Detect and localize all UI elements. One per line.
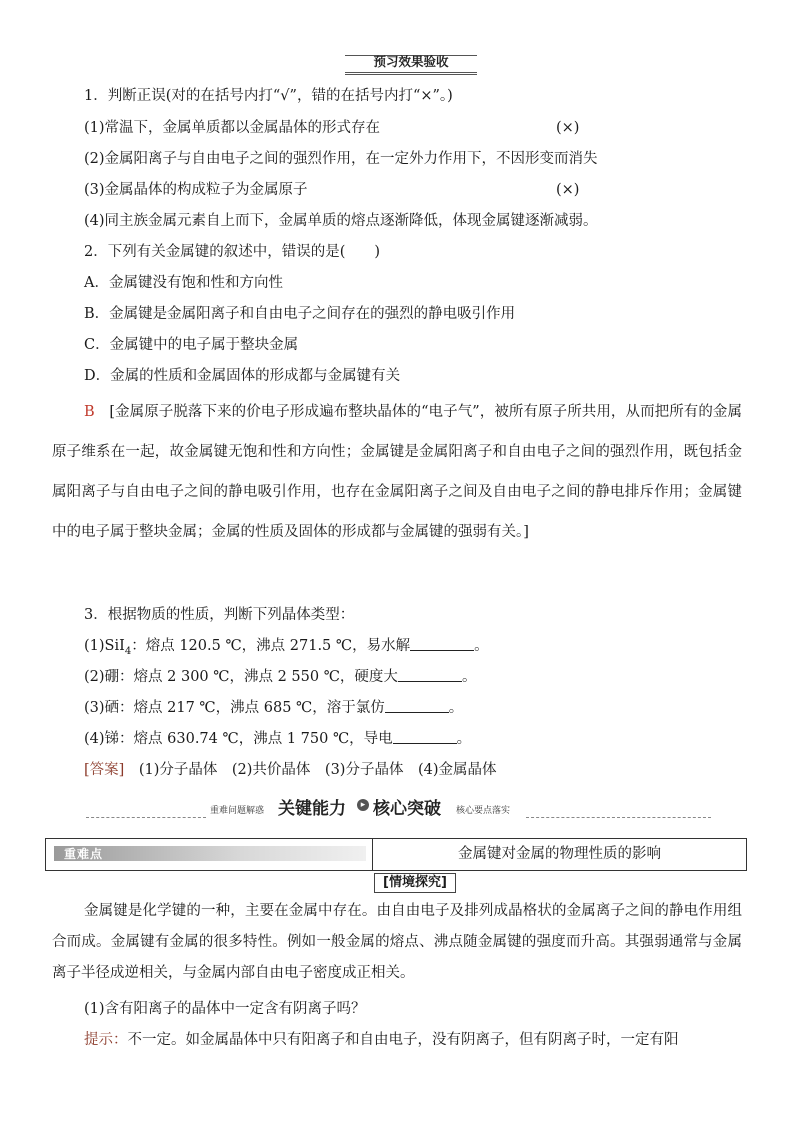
answer-blank (398, 667, 462, 682)
answer-blank (410, 636, 474, 651)
q3-item-1-post: ：熔点 120.5 ℃，沸点 271.5 ℃，易水解 (131, 638, 411, 654)
q3-item-1 (84, 636, 489, 662)
hint-line (84, 1030, 679, 1050)
key-point-tag-cell (46, 839, 373, 870)
q3-item-3-end: 。 (448, 700, 464, 716)
q3-item-2-pre: (2)硼：熔点 2 300 ℃，沸点 2 550 ℃，硬度大 (84, 669, 398, 685)
q3-answer (84, 760, 496, 780)
q2-option-d: D．金属的性质和金属固体的形成都与金属键有关 (84, 368, 401, 384)
scene-question: (1)含有阳离子的晶体中一定含有阴离子吗？ (84, 1001, 366, 1017)
q3-item-1-sub: 4 (124, 645, 132, 657)
key-point-table (45, 838, 747, 871)
q3-item-4 (84, 729, 471, 749)
q3-item-3-pre: (3)硒：熔点 217 ℃，沸点 685 ℃，溶于氯仿 (84, 700, 385, 716)
banner-main-left: 关键能力 (278, 799, 346, 819)
q1-item-1-mark: (×) (556, 120, 580, 136)
hint-label: 提示： (84, 1032, 128, 1048)
q3-item-4-end: 。 (456, 731, 472, 747)
q3-title: 3．根据物质的性质，判断下列晶体类型： (84, 607, 355, 623)
q3-item-3 (84, 698, 463, 718)
banner-right-small: 核心要点落实 (456, 806, 511, 816)
key-point-tag (54, 846, 366, 861)
q3-item-2-end: 。 (461, 669, 477, 685)
q3-item-1-pre: (1)SiI (84, 638, 125, 654)
answer-blank (385, 698, 449, 713)
q2-option-b: B．金属键是金属阳离子和自由电子之间存在的强烈的静电吸引作用 (84, 306, 516, 322)
section-banner (86, 794, 711, 820)
q2-option-a: A．金属键没有饱和性和方向性 (84, 275, 283, 291)
q3-item-4-pre: (4)锑：熔点 630.74 ℃，沸点 1 750 ℃，导电 (84, 731, 393, 747)
q2-explanation (52, 392, 742, 552)
q1-item-4: (4)同主族金属元素自上而下，金属单质的熔点逐渐降低，体现金属键逐渐减弱。 (84, 213, 598, 229)
q2-option-c: C．金属键中的电子属于整块金属 (84, 337, 299, 353)
q3-item-1-end: 。 (474, 638, 489, 654)
q2-explanation-text: [金属原子脱落下来的价电子形成遍布整块晶体的“电子气”，被所有原子所共用，从而把所有的金属原子维系在一起，故金属键无饱和性和方向性；金属键是金属阳离子和自由电子之间的强烈作用，既包括金属阳离子与自由电子之间的静电吸引作用，也存在金属阳离子之间及自由电子之间的静电排斥作用；金属键中的电子属于整块金属；金属的性质及固体的形成都与金属键的强弱有关。] (52, 404, 743, 540)
key-point-tag-label: 重难点 (64, 847, 104, 861)
banner-arrow-icon: ▸ (357, 799, 369, 811)
q3-item-2 (84, 667, 476, 687)
key-point-title: 金属键对金属的物理性质的影响 (458, 846, 661, 862)
scene-paragraph: 金属键是化学键的一种，主要在金属中存在。由自由电子及排列成晶格状的金属离子之间的静电作用组合而成。金属键有金属的很多特性。例如一般金属的熔点、沸点随金属键的强度而升高。其强弱通常与金属离子半径成逆相关，与金属内部自由电子密度成正相关。 (52, 903, 742, 981)
banner-rule-left (86, 817, 206, 818)
banner-rule-right (526, 817, 711, 818)
q1-item-2: (2)金属阳离子与自由电子之间的强烈作用，在一定外力作用下，不因形变而消失 (84, 151, 598, 167)
scene-label: [情境探究] (374, 873, 456, 893)
q1-item-1: (1)常温下，金属单质都以金属晶体的形式存在 (84, 120, 381, 136)
banner-main-right: 核心突破 (373, 799, 441, 819)
q1-item-3: (3)金属晶体的构成粒子为金属原子 (84, 182, 308, 198)
q2-answer-letter: B (84, 404, 95, 420)
q1-title: 1．判断正误(对的在括号内打“√”，错的在括号内打“×”。) (84, 88, 453, 104)
banner-left-small: 重难问题解惑 (210, 806, 265, 816)
answer-blank (393, 729, 457, 744)
q3-answer-text: (1)分子晶体 (2)共价晶体 (3)分子晶体 (4)金属晶体 (138, 762, 497, 778)
q2-title: 2．下列有关金属键的叙述中，错误的是( ) (84, 244, 381, 260)
hint-text: 不一定。如金属晶体中只有阳离子和自由电子，没有阴离子，但有阴离子时，一定有阳 (127, 1032, 679, 1048)
q3-answer-label: [答案] (84, 762, 125, 778)
section-header-title: 预习效果验收 (373, 54, 449, 69)
q1-item-3-mark: (×) (556, 182, 580, 198)
